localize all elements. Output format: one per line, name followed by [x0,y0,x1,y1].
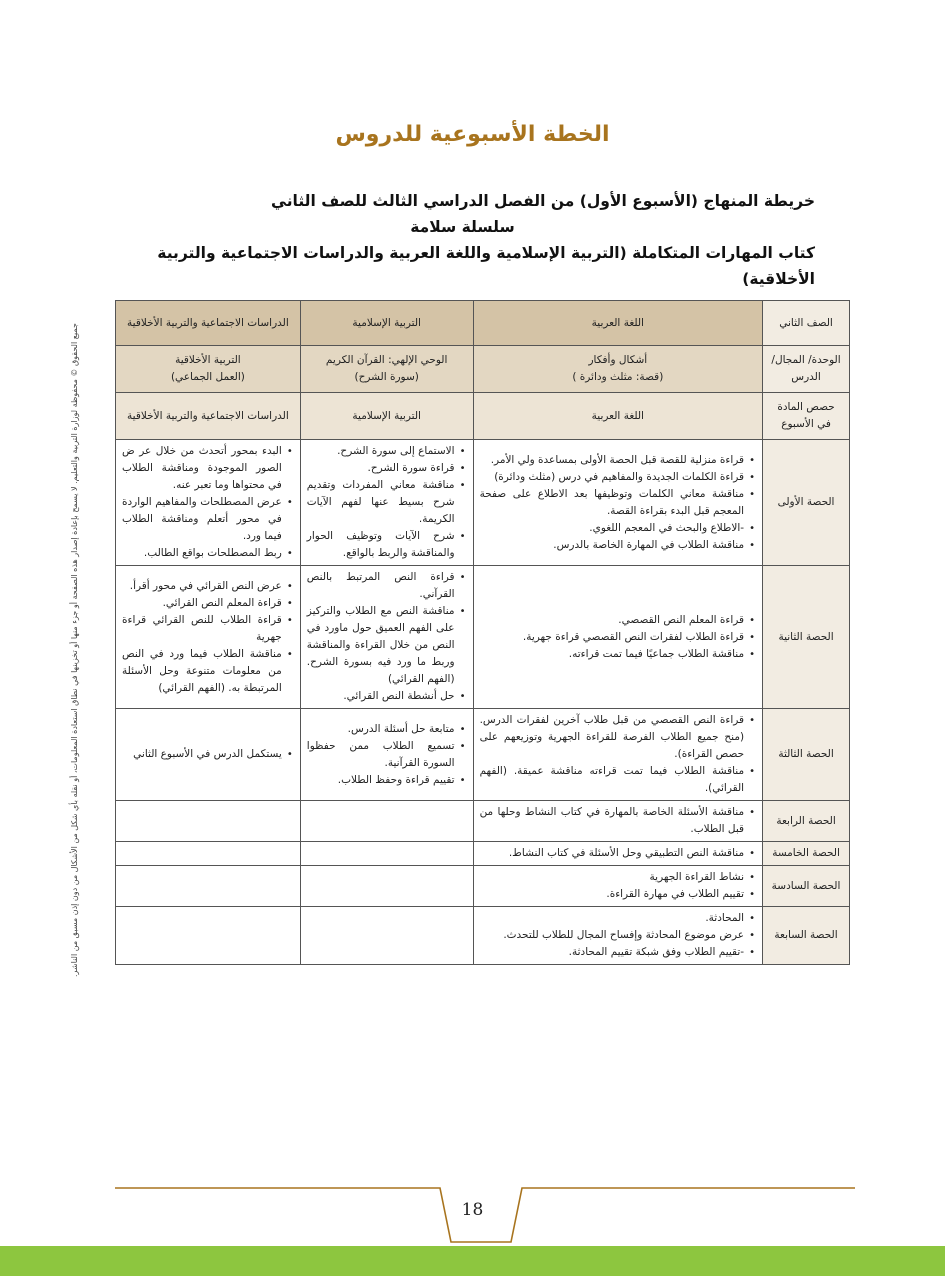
list-item: • مناقشة الطلاب جماعيًا فيما تمت قراءته. [480,646,745,663]
list-item: • متابعة حل أسئلة الدرس. [307,721,455,738]
bullet-list [480,910,757,961]
period-label: الحصة السابعة [763,907,850,965]
list-item: • ربط المصطلحات بواقع الطالب. [122,545,282,562]
list-item: • قراءة المعلم النص القرائي. [122,595,282,612]
bullet-list [480,452,757,554]
period-label: الحصة الخامسة [763,842,850,866]
islamic-unit [300,346,473,393]
islamic-cell [300,842,473,866]
subheadings [150,188,815,292]
bullet-list [480,712,757,797]
lesson-rows [116,440,850,965]
list-item: • قراءة النص القصصي من قبل طلاب آخرين لفقرات الدرس. (منح جميع الطلاب الفرصة للقراءة الجهرية وتوزيعهم على حصص القراءة). [480,712,745,763]
list-item: • المحادثة. [480,910,745,927]
arabic-cell [473,440,763,566]
list-item: • شرح الآيات وتوظيف الحوار والمناقشة والربط بالواقع. [307,528,455,562]
period-label: الحصة الثالثة [763,709,850,801]
list-item: • -الاطلاع والبحث في المعجم اللغوي. [480,520,745,537]
curriculum-map-heading: خريطة المنهاج (الأسبوع الأول) من الفصل الدراسي الثالث للصف الثاني [271,192,815,210]
table-row [116,440,850,566]
bullet-list [307,721,467,789]
list-item: • قراءة الكلمات الجديدة والمفاهيم في درس (مثلث ودائرة) [480,469,745,486]
list-item: • مناقشة الطلاب فيما تمت قراءته مناقشة عميقة. (الفهم القرائي). [480,763,745,797]
list-item: • مناقشة النص مع الطلاب والتركيز على الفهم العميق حول ماورد في النص من خلال القراءة والمناقشة وربط ما ورد فيه بسورة الشرح. (الفهم القرائي) [307,603,455,688]
bullet-list [480,612,757,663]
list-item: • قراءة سورة الشرح. [307,460,455,477]
arabic-unit-lesson: (قصة: مثلث ودائرة ) [572,371,664,383]
page-title: الخطة الأسبوعية للدروس [335,122,610,147]
book-heading: كتاب المهارات المتكاملة (التربية الإسلامية واللغة العربية والدراسات الاجتماعية والتربية الأخلاقية) [157,244,815,288]
islamic-cell [300,566,473,709]
list-item: • عرض النص القرائي في محور أقرأ. [122,578,282,595]
arabic-cell [473,866,763,907]
list-item: • عرض المصطلحات والمفاهيم الواردة في محور أتعلم ومناقشة الطلاب فيما ورد. [122,494,282,545]
list-item: • مناقشة النص التطبيقي وحل الأسئلة في كتاب النشاط. [480,845,745,862]
period-label: الحصة الثانية [763,566,850,709]
table-row [116,801,850,842]
social-cell [116,566,301,709]
list-item: • يستكمل الدرس في الأسبوع الثاني [122,746,282,763]
periods-row [116,393,850,440]
list-item: • البدء بمحور أتحدث من خلال عر ض الصور الموجودة ومناقشة الطلاب في محتواها وما تعبر عنه. [122,443,282,494]
social-header: الدراسات الاجتماعية والتربية الأخلاقية [116,301,301,346]
periods-label: حصص المادة في الأسبوع [763,393,850,440]
list-item: • مناقشة معاني الكلمات وتوظيفها بعد الاطلاع على صفحة المعجم قبل البدء بقراءة القصة. [480,486,745,520]
table-row [116,709,850,801]
arabic-unit-title: أشكال وأفكار [588,354,648,366]
islamic-cell [300,801,473,842]
arabic-cell [473,801,763,842]
arabic-cell [473,566,763,709]
arabic-periods: اللغة العربية [473,393,763,440]
table-row [116,566,850,709]
table-row [116,866,850,907]
header-row [116,301,850,346]
bullet-list [122,578,294,697]
islamic-periods: التربية الإسلامية [300,393,473,440]
unit-label: الوحدة/ المجال/الدرس [763,346,850,393]
bullet-list [122,746,294,763]
arabic-cell [473,842,763,866]
islamic-cell [300,907,473,965]
table-row [116,842,850,866]
islamic-unit-title: الوحي الإلهي: القرآن الكريم [325,354,448,366]
list-item: • تقييم قراءة وحفظ الطلاب. [307,772,455,789]
arabic-cell [473,907,763,965]
social-periods: الدراسات الاجتماعية والتربية الأخلاقية [116,393,301,440]
list-item: • قراءة المعلم النص القصصي. [480,612,745,629]
copyright-note: جميع الحقوق © محفوظة لوزارة التربية والتعليم. لا يسمح بإعادة إصدار هذه الصفحة أو جزء منها أو تخزينها في نطاق استعادة المعلومات، أو نقله بأي شكل من الأشكال من دون إذن مسبق من الناشر. [70,323,79,977]
social-cell [116,709,301,801]
social-cell [116,907,301,965]
list-item: • مناقشة معاني المفردات وتقديم شرح بسيط عنها لفهم الآيات الكريمة. [307,477,455,528]
list-item: • قراءة منزلية للقصة قبل الحصة الأولى بمساعدة ولي الأمر. [480,452,745,469]
islamic-unit-lesson: (سورة الشرح) [354,371,419,383]
period-label: الحصة الأولى [763,440,850,566]
list-item: • مناقشة الطلاب فيما ورد في النص من معلومات متنوعة وحل الأسئلة المرتبطة به. (الفهم القرائي) [122,646,282,697]
list-item: • تسميع الطلاب ممن حفظوا السورة القرآنية. [307,738,455,772]
bullet-list [122,443,294,562]
list-item: • قراءة النص المرتبط بالنص القرآني. [307,569,455,603]
list-item: • حل أنشطة النص القرائي. [307,688,455,705]
arabic-cell [473,709,763,801]
bullet-list [480,845,757,862]
bullet-list [480,804,757,838]
list-item: • مناقشة الأسئلة الخاصة بالمهارة في كتاب النشاط وحلها من قبل الطلاب. [480,804,745,838]
weekly-plan-table [115,300,850,965]
list-item: • تقييم الطلاب في مهارة القراءة. [480,886,745,903]
page-number: 18 [461,1200,484,1220]
social-cell [116,801,301,842]
arabic-header: اللغة العربية [473,301,763,346]
bullet-list [480,869,757,903]
list-item: • قراءة الطلاب لفقرات النص القصصي قراءة جهرية. [480,629,745,646]
islamic-header: التربية الإسلامية [300,301,473,346]
table-row [116,907,850,965]
social-cell [116,866,301,907]
list-item: • الاستماع إلى سورة الشرح. [307,443,455,460]
decorative-bottom-band [0,1246,945,1276]
bullet-list [307,569,467,705]
grade-header: الصف الثاني [763,301,850,346]
social-unit [116,346,301,393]
social-unit-lesson: (العمل الجماعي) [170,371,245,383]
period-label: الحصة الرابعة [763,801,850,842]
list-item: • عرض موضوع المحادثة وإفساح المجال للطلاب للتحدث. [480,927,745,944]
social-unit-title: التربية الأخلاقية [175,354,241,366]
islamic-cell [300,866,473,907]
islamic-cell [300,709,473,801]
list-item: • نشاط القراءة الجهرية [480,869,745,886]
bullet-list [307,443,467,562]
list-item: • مناقشة الطلاب في المهارة الخاصة بالدرس. [480,537,745,554]
islamic-cell [300,440,473,566]
social-cell [116,842,301,866]
period-label: الحصة السادسة [763,866,850,907]
series-heading: سلسلة سلامة [410,218,515,236]
unit-row [116,346,850,393]
list-item: • -تقييم الطلاب وفق شبكة تقييم المحادثة. [480,944,745,961]
social-cell [116,440,301,566]
arabic-unit [473,346,763,393]
list-item: • قراءة الطلاب للنص القرائي قراءة جهرية [122,612,282,646]
